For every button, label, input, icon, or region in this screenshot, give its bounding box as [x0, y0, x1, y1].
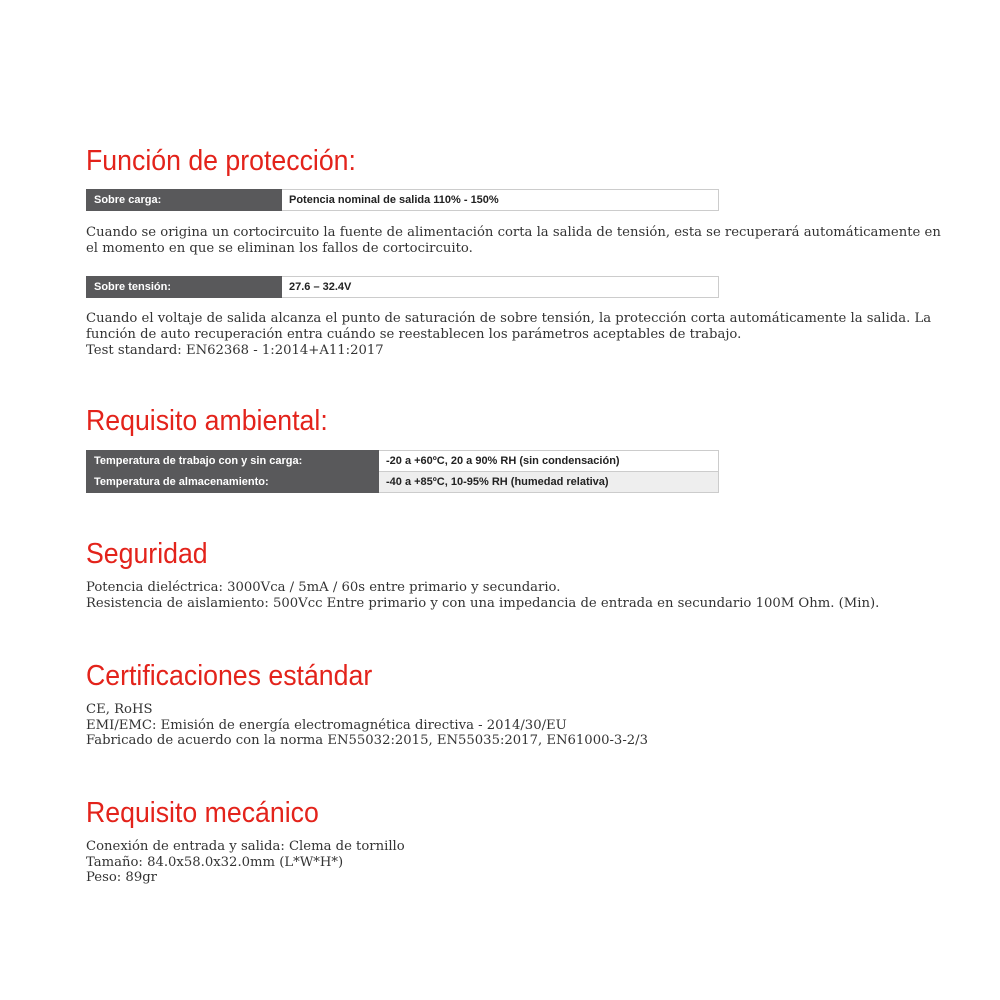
certificaciones-text	[86, 702, 946, 749]
row-value: -40 a +85ºC, 10-95% RH (humedad relativa)	[379, 472, 719, 493]
section-title-certificaciones: Certificaciones estándar	[86, 660, 373, 692]
ambiental-table	[86, 450, 719, 493]
seguridad-text	[86, 580, 946, 611]
section-title-mecanico: Requisito mecánico	[86, 797, 319, 829]
sobre-carga-table	[86, 189, 719, 211]
paragraph: Cuando el voltaje de salida alcanza el punto de saturación de sobre tensión, la protección corta automáticamente la salida. La función de auto recuperación entra cuándo se reestablecen los parámetros aceptables de trabajo.	[86, 311, 932, 342]
line: Tamaño: 84.0x58.0x32.0mm (L*W*H*)	[86, 854, 344, 870]
line: Peso: 89gr	[86, 870, 157, 885]
line: Potencia dieléctrica: 3000Vca / 5mA / 60s entre primario y secundario.	[86, 580, 561, 595]
section-title-seguridad: Seguridad	[86, 538, 208, 570]
mecanico-text	[86, 839, 946, 886]
sobre-tension-table	[86, 276, 719, 298]
test-standard: Test standard: EN62368 - 1:2014+A11:2017	[86, 343, 384, 358]
line: CE, RoHS	[86, 702, 153, 717]
section-title-proteccion: Función de protección:	[86, 145, 356, 177]
section-title-ambiental: Requisito ambiental:	[86, 405, 328, 437]
sobre-carga-value: Potencia nominal de salida 110% - 150%	[282, 190, 719, 211]
row-label: Temperatura de almacenamiento:	[87, 472, 379, 493]
line: EMI/EMC: Emisión de energía electromagnética directiva - 2014/30/EU	[86, 717, 567, 733]
sobre-carga-label: Sobre carga:	[87, 190, 282, 211]
line: Fabricado de acuerdo con la norma EN55032:2015, EN55035:2017, EN61000-3-2/3	[86, 733, 648, 748]
sobre-tension-value: 27.6 – 32.4V	[282, 277, 719, 298]
row-label: Temperatura de trabajo con y sin carga:	[87, 451, 379, 472]
paragraph: Cuando se origina un cortocircuito la fuente de alimentación corta la salida de tensión, esta se recuperará automáticamente en el momento en que se eliminan los fallos de cortocircuito.	[86, 225, 941, 256]
row-value: -20 a +60ºC, 20 a 90% RH (sin condensación)	[379, 451, 719, 472]
sobre-tension-label: Sobre tensión:	[87, 277, 282, 298]
line: Resistencia de aislamiento: 500Vcc Entre primario y con una impedancia de entrada en secundario 100M Ohm. (Min).	[86, 595, 880, 611]
line: Conexión de entrada y salida: Clema de tornillo	[86, 839, 405, 854]
